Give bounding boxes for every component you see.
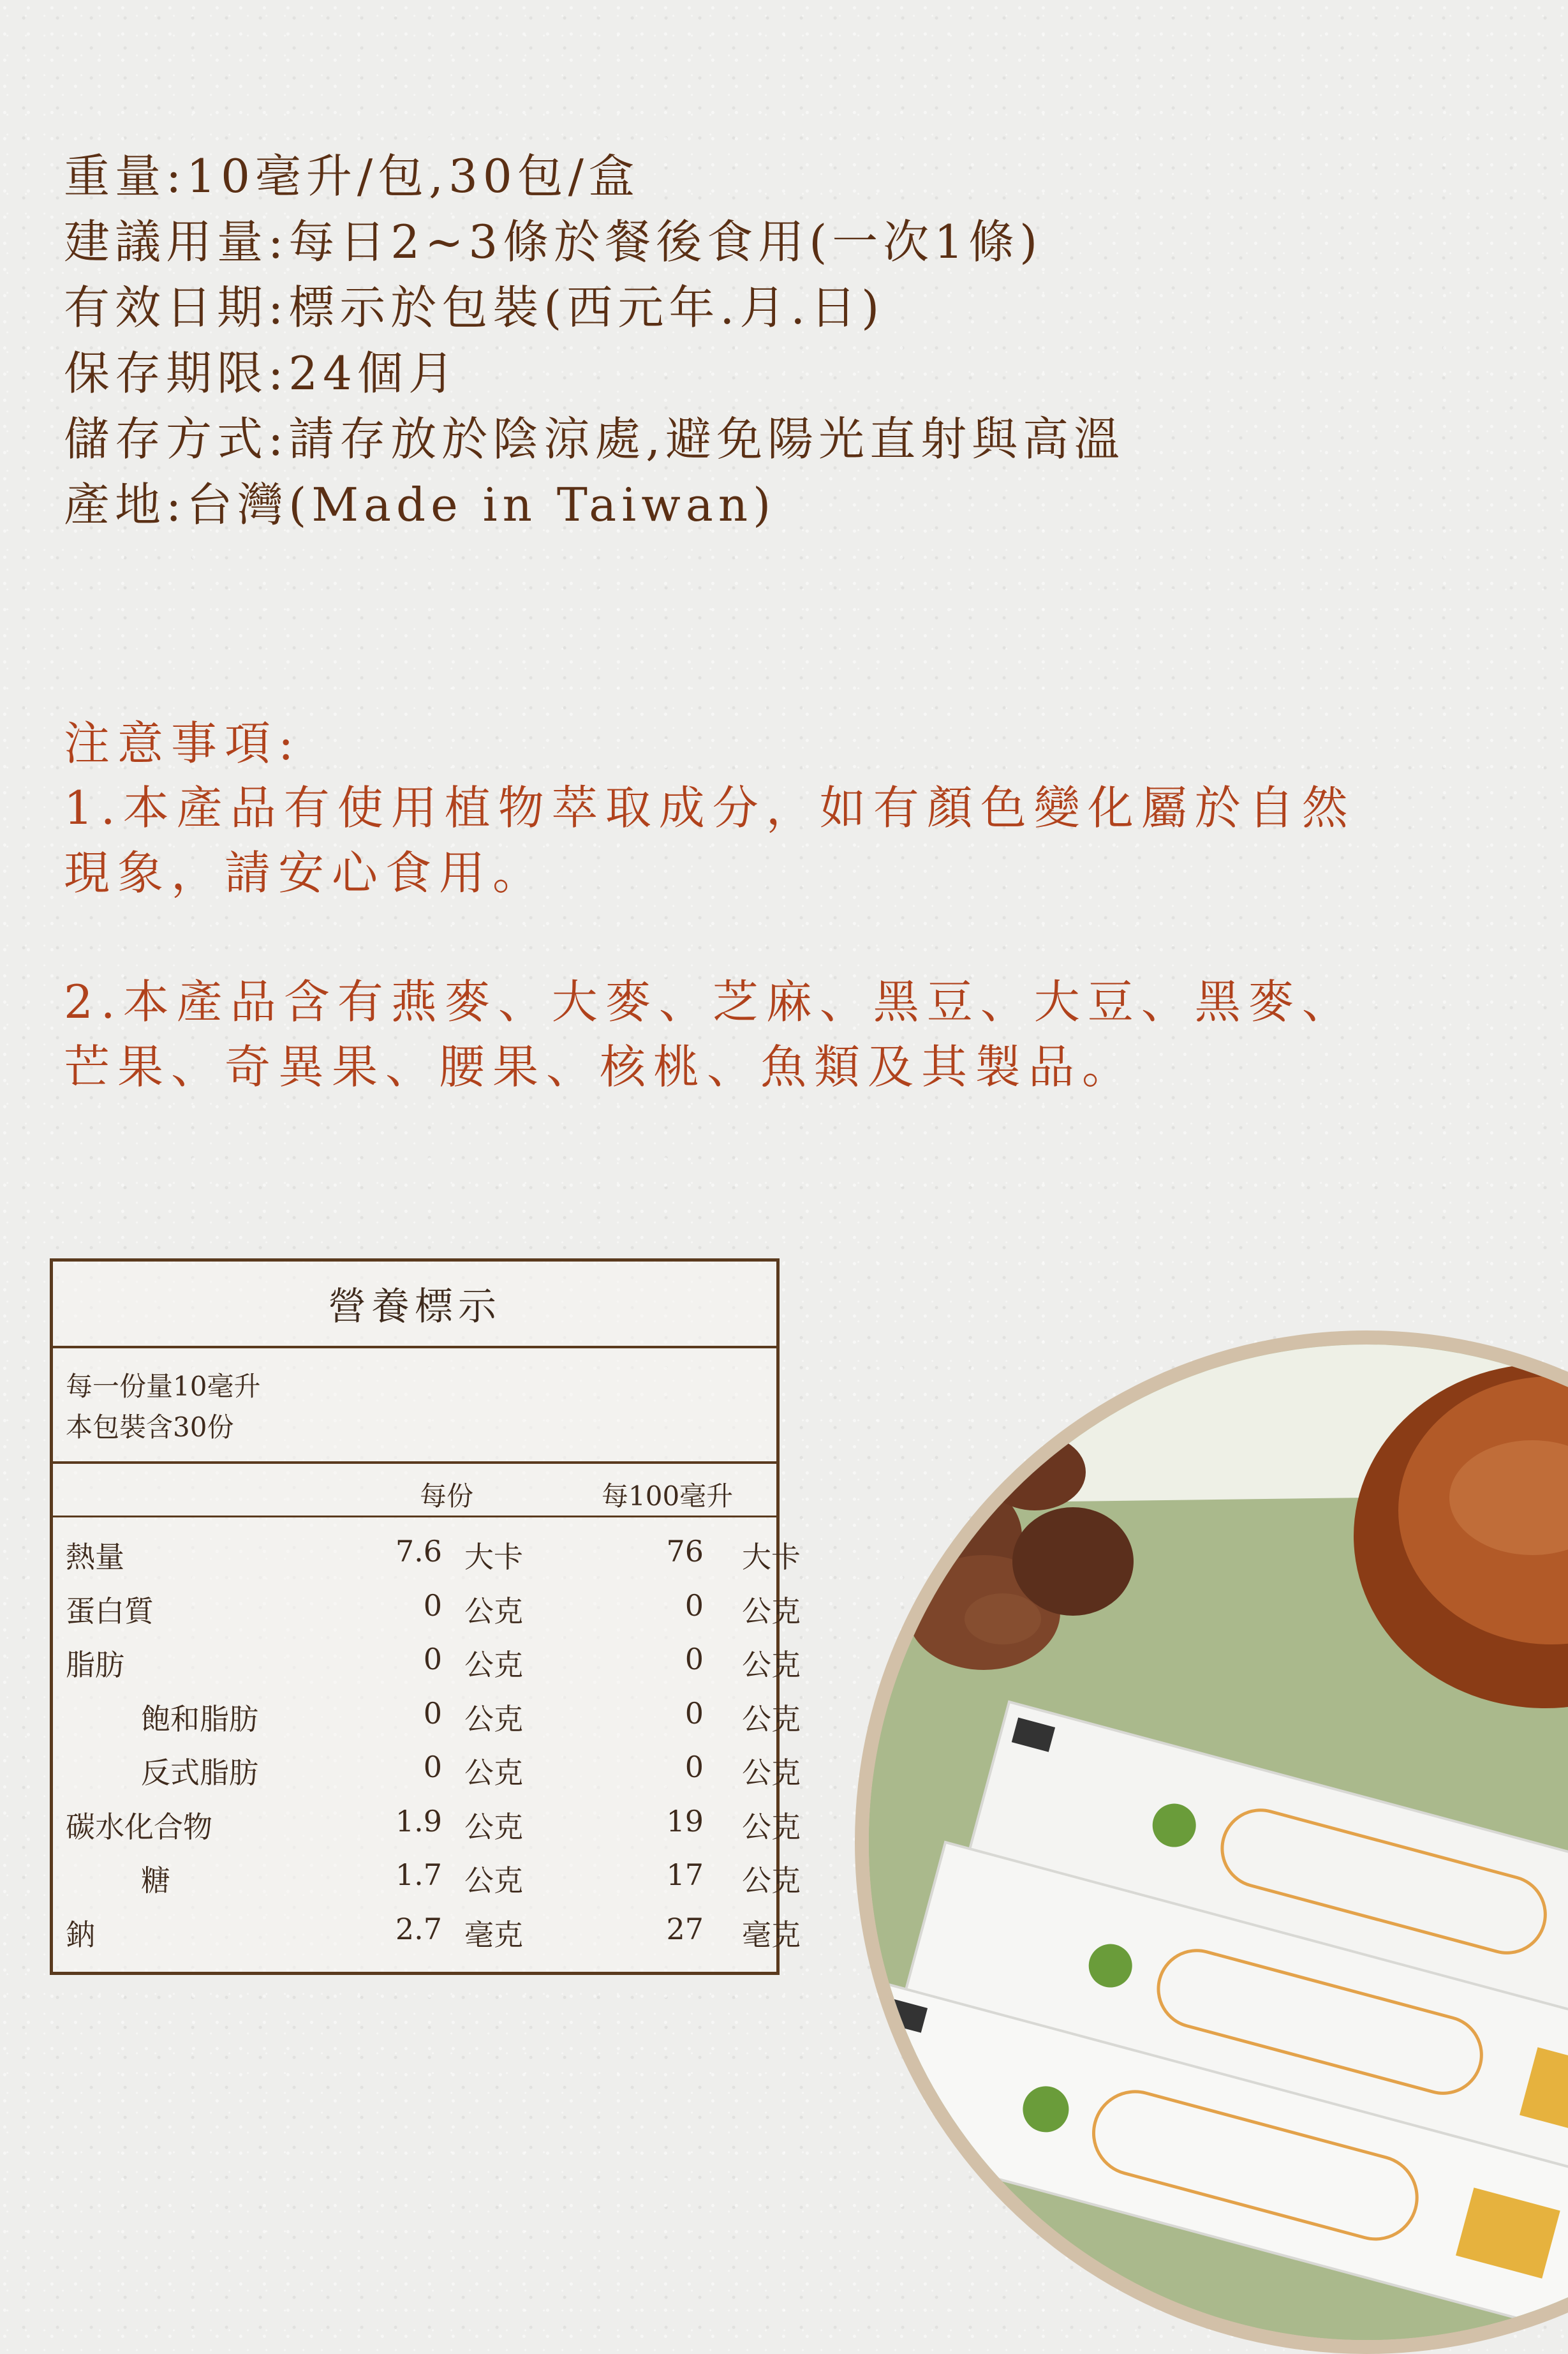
per-100ml-value: 76 [666, 1534, 704, 1568]
nutrition-row [53, 1582, 801, 1636]
dosage-line: 建議用量:每日2~3條於餐後食用(一次1條) [64, 215, 1043, 269]
nutrition-row [53, 1798, 801, 1852]
per-100ml-unit: 大卡 [742, 1540, 801, 1574]
nutrition-row [53, 1690, 801, 1744]
nutrient-name: 糖 [141, 1863, 170, 1898]
per-serving-unit: 公克 [464, 1648, 523, 1682]
per-serving-unit: 公克 [464, 1593, 523, 1628]
precautions-heading: 注意事項: [64, 717, 302, 770]
nutrition-row [53, 1528, 801, 1582]
precaution-2-line-2: 芒果、奇異果、腰果、核桃、魚類及其製品。 [64, 1040, 1136, 1094]
nutrient-name: 反式脂肪 [141, 1755, 258, 1790]
per-serving-value: 7.6 [395, 1534, 442, 1568]
precautions [64, 711, 1531, 1099]
per-100ml-unit: 公克 [742, 1863, 801, 1898]
nutrient-name: 鈉 [66, 1917, 95, 1952]
nutrient-name: 熱量 [66, 1540, 124, 1574]
per-serving-unit: 公克 [464, 1863, 523, 1898]
shelf-life-line: 保存期限:24個月 [64, 346, 459, 400]
nutrition-row [53, 1905, 801, 1960]
per-serving-value: 0 [423, 1642, 442, 1676]
precaution-1-line-2: 現象，請安心食用。 [64, 846, 547, 900]
per-100ml-value: 19 [666, 1803, 704, 1838]
per-100ml-unit: 公克 [742, 1809, 801, 1844]
per-serving-value: 0 [423, 1750, 442, 1784]
product-photo [855, 1330, 1568, 2354]
per-serving-unit: 公克 [464, 1701, 523, 1736]
weight-line: 重量:10毫升/包,30包/盒 [64, 149, 640, 203]
serving-info [53, 1348, 776, 1464]
nutrition-row [53, 1851, 801, 1905]
precaution-2-line-1: 2.本產品含有燕麥、大麥、芝麻、黑豆、大豆、黑麥、 [64, 975, 1356, 1029]
nutrition-column-header [53, 1464, 776, 1517]
per-100ml-value: 27 [666, 1911, 704, 1946]
per-100ml-unit: 公克 [742, 1648, 801, 1682]
nutrition-facts-table [50, 1258, 801, 1975]
nutrition-row [53, 1743, 801, 1798]
nutrient-name: 飽和脂肪 [141, 1701, 258, 1736]
servings-per-package: 本包裝含30份 [66, 1412, 234, 1443]
per-100ml-value: 0 [684, 1695, 704, 1731]
nutrition-title: 營養標示 [53, 1262, 776, 1348]
per-100ml-header: 每100毫升 [602, 1480, 734, 1512]
per-100ml-unit: 公克 [742, 1701, 801, 1736]
per-serving-value: 0 [423, 1588, 442, 1623]
per-serving-value: 1.9 [395, 1803, 442, 1838]
per-serving-value: 0 [423, 1695, 442, 1731]
nutrient-name: 蛋白質 [66, 1593, 154, 1628]
per-serving-value: 2.7 [395, 1911, 442, 1946]
per-serving-value: 1.7 [395, 1858, 442, 1892]
per-100ml-unit: 公克 [742, 1755, 801, 1790]
per-100ml-value: 0 [684, 1642, 704, 1676]
per-serving-unit: 公克 [464, 1755, 523, 1790]
per-100ml-value: 0 [684, 1588, 704, 1623]
precaution-1-line-1: 1.本產品有使用植物萃取成分，如有顏色變化屬於自然 [64, 781, 1356, 835]
expiry-line: 有效日期:標示於包裝(西元年.月.日) [64, 281, 885, 334]
product-info [64, 144, 1125, 538]
storage-line: 儲存方式:請存放於陰涼處,避免陽光直射與高溫 [64, 412, 1125, 466]
serving-size: 每一份量10毫升 [66, 1371, 261, 1402]
per-100ml-value: 17 [666, 1858, 704, 1892]
nutrition-rows [53, 1517, 801, 1959]
per-serving-unit: 大卡 [464, 1540, 523, 1574]
per-100ml-unit: 毫克 [742, 1917, 801, 1952]
nutrition-row [53, 1635, 801, 1690]
origin-line: 產地:台灣(Made in Taiwan) [64, 478, 776, 532]
per-100ml-unit: 公克 [742, 1593, 801, 1628]
nutrient-name: 碳水化合物 [66, 1809, 212, 1844]
per-serving-unit: 毫克 [464, 1917, 523, 1952]
per-serving-header: 每份 [420, 1480, 474, 1512]
product-photo-illustration [869, 1345, 1568, 2340]
per-100ml-value: 0 [684, 1750, 704, 1784]
nutrient-name: 脂肪 [66, 1648, 124, 1682]
per-serving-unit: 公克 [464, 1809, 523, 1844]
